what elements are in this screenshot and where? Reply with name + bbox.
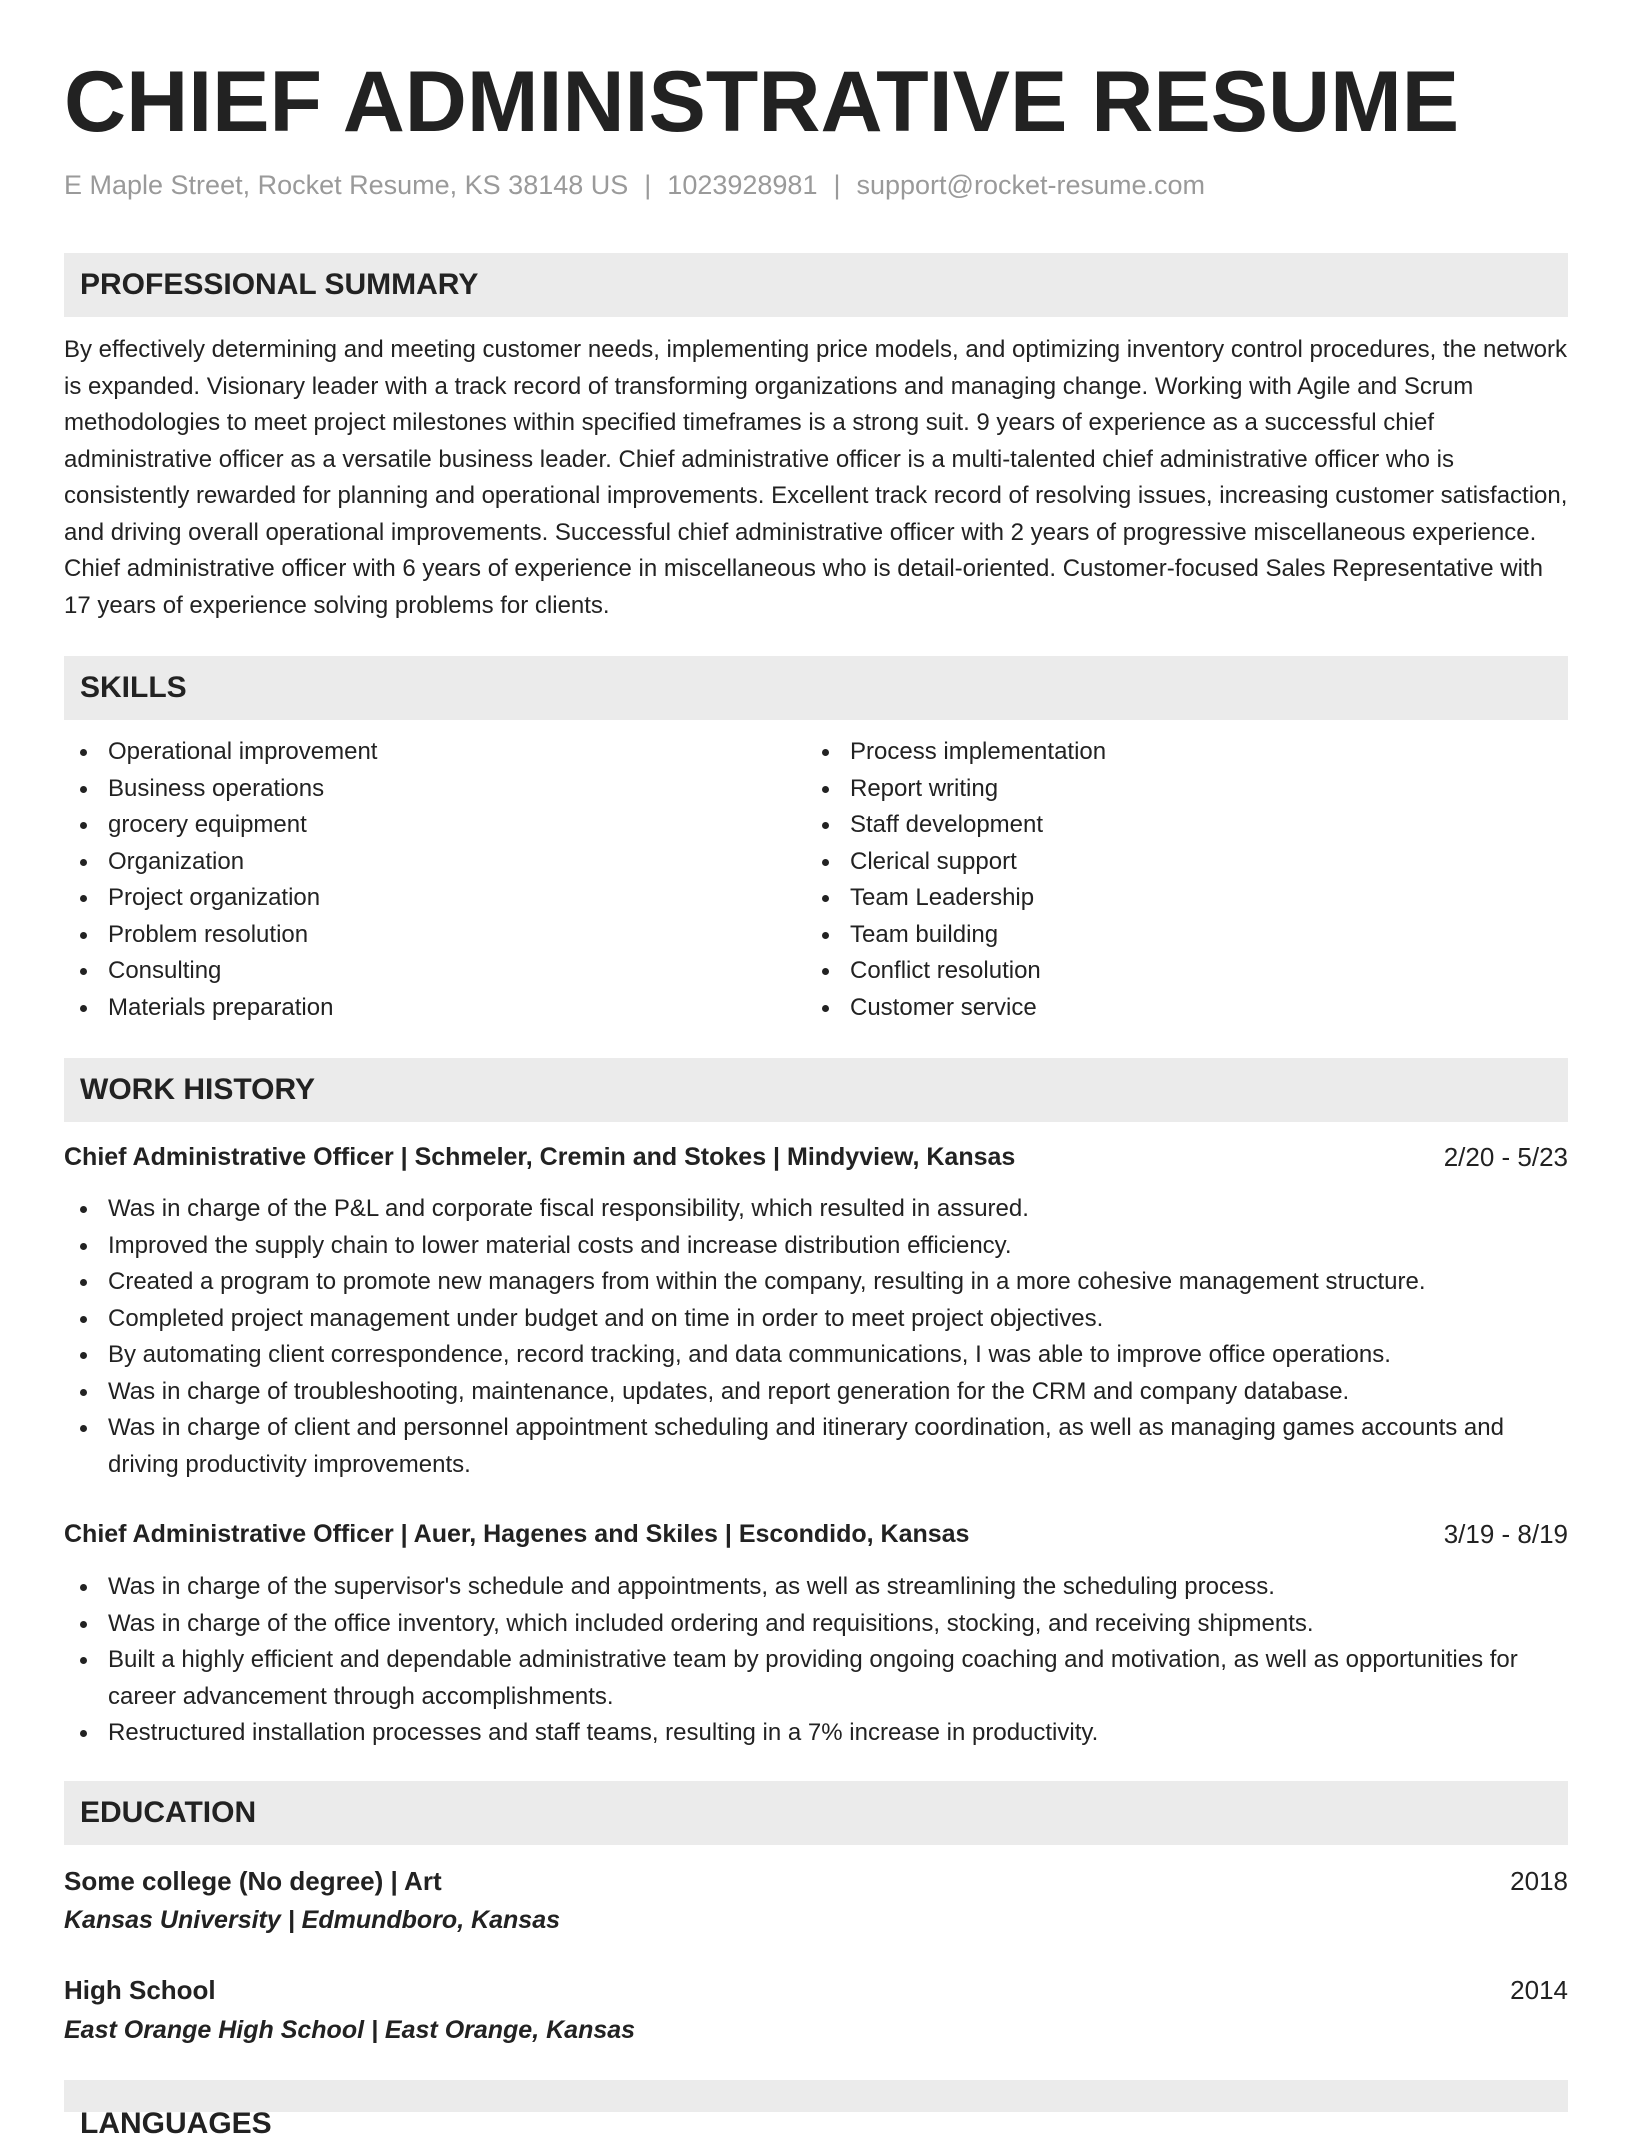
section-title: EDUCATION bbox=[80, 1796, 257, 1829]
skill-item: Team Leadership bbox=[806, 880, 1106, 917]
skill-item: Problem resolution bbox=[64, 917, 377, 954]
job-bullet: Was in charge of the P&L and corporate fiscal responsibility, which resulted in assured. bbox=[64, 1191, 1568, 1228]
skill-item: Customer service bbox=[806, 990, 1106, 1027]
section-header-education bbox=[64, 1781, 1568, 1845]
job-dates: 3/19 - 8/19 bbox=[1443, 1519, 1568, 1549]
contact-separator: | bbox=[833, 170, 841, 200]
section-title: PROFESSIONAL SUMMARY bbox=[80, 268, 479, 301]
job-bullet: Created a program to promote new managers from within the company, resulting in a more cohesive management structure. bbox=[64, 1264, 1568, 1301]
section-title: WORK HISTORY bbox=[80, 1073, 316, 1106]
job-bullets bbox=[64, 1191, 1568, 1483]
skill-item: Team building bbox=[806, 917, 1106, 954]
education-school: East Orange High School | East Orange, Kansas bbox=[64, 2016, 636, 2044]
section-header-skills bbox=[64, 656, 1568, 720]
job-dates: 2/20 - 5/23 bbox=[1443, 1142, 1568, 1172]
skill-item: Project organization bbox=[64, 880, 377, 917]
job-title: Chief Administrative Officer | Schmeler, Cremin and Stokes | Mindyview, Kansas bbox=[64, 1143, 1016, 1171]
skill-item: grocery equipment bbox=[64, 807, 377, 844]
job-bullet: Was in charge of the supervisor's schedule and appointments, as well as streamlining the scheduling process. bbox=[64, 1569, 1568, 1606]
skill-item: Staff development bbox=[806, 807, 1106, 844]
section-header-languages bbox=[64, 2080, 1568, 2140]
skills-list-left bbox=[64, 734, 377, 1026]
section-header-work-history bbox=[64, 1058, 1568, 1122]
section-header-summary bbox=[64, 253, 1568, 317]
job-bullets bbox=[64, 1569, 1568, 1752]
job-title: Chief Administrative Officer | Auer, Hagenes and Skiles | Escondido, Kansas bbox=[64, 1520, 970, 1548]
skill-item: Report writing bbox=[806, 771, 1106, 808]
summary-text: By effectively determining and meeting customer needs, implementing price models, and optimizing inventory control procedures, the network is expanded. Visionary leader with a track record of transforming organizations and managing change. Working with Agile and Scrum methodologies to meet project milestones within specified timeframes is a strong suit. 9 years of experience as a successful chief administrative officer as a versatile business leader. Chief administrative officer is a multi-talented chief administrative officer who is consistently rewarded for planning and operational improvements. Excellent track record of resolving issues, increasing customer satisfaction, and driving overall operational improvements. Successful chief administrative officer with 2 years of progressive miscellaneous experience. Chief administrative officer with 6 years of experience in miscellaneous who is detail-oriented. Customer-focused Sales Representative with 17 years of experience solving problems for clients. bbox=[64, 336, 1568, 619]
skill-item: Consulting bbox=[64, 953, 377, 990]
education-degree-row bbox=[64, 1861, 1568, 1901]
skill-item: Process implementation bbox=[806, 734, 1106, 771]
contact-email[interactable]: support@rocket-resume.com bbox=[856, 170, 1206, 200]
contact-separator: | bbox=[644, 170, 652, 200]
contact-address: E Maple Street, Rocket Resume, KS 38148 US bbox=[64, 170, 629, 200]
job-bullet: Built a highly efficient and dependable administrative team by providing ongoing coaching and motivation, as well as opportunities for career advancement through accomplishments. bbox=[64, 1642, 1568, 1715]
section-title: SKILLS bbox=[80, 671, 187, 704]
education-degree-row bbox=[64, 1970, 1568, 2010]
skill-item: Operational improvement bbox=[64, 734, 377, 771]
resume-title: CHIEF ADMINISTRATIVE RESUME bbox=[64, 54, 1460, 150]
skill-item: Business operations bbox=[64, 771, 377, 808]
job-bullet: By automating client correspondence, record tracking, and data communications, I was able to improve office operations. bbox=[64, 1337, 1568, 1374]
job-bullet: Completed project management under budget and on time in order to meet project objectives. bbox=[64, 1301, 1568, 1338]
skill-item: Organization bbox=[64, 844, 377, 881]
skills-list-right bbox=[806, 734, 1106, 1026]
skill-item: Materials preparation bbox=[64, 990, 377, 1027]
skill-item: Conflict resolution bbox=[806, 953, 1106, 990]
job-bullet: Was in charge of troubleshooting, maintenance, updates, and report generation for the CRM and company database. bbox=[64, 1374, 1568, 1411]
job-bullet: Was in charge of the office inventory, which included ordering and requisitions, stocking, and receiving shipments. bbox=[64, 1606, 1568, 1643]
education-school: Kansas University | Edmundboro, Kansas bbox=[64, 1906, 561, 1934]
job-header bbox=[64, 1137, 1568, 1177]
contact-line bbox=[64, 165, 1205, 205]
education-degree: Some college (No degree) | Art bbox=[64, 1866, 442, 1896]
contact-phone: 1023928981 bbox=[667, 170, 818, 200]
job-bullet: Was in charge of client and personnel appointment scheduling and itinerary coordination, as well as managing games accounts and driving productivity improvements. bbox=[64, 1410, 1568, 1483]
job-bullet: Restructured installation processes and staff teams, resulting in a 7% increase in productivity. bbox=[64, 1715, 1568, 1752]
section-title: LANGUAGES bbox=[80, 2107, 272, 2140]
education-degree: High School bbox=[64, 1975, 216, 2005]
skill-item: Clerical support bbox=[806, 844, 1106, 881]
job-bullet: Improved the supply chain to lower material costs and increase distribution efficiency. bbox=[64, 1228, 1568, 1265]
job-header bbox=[64, 1514, 1568, 1554]
education-year: 2014 bbox=[1510, 1975, 1568, 2005]
education-year: 2018 bbox=[1510, 1866, 1568, 1896]
